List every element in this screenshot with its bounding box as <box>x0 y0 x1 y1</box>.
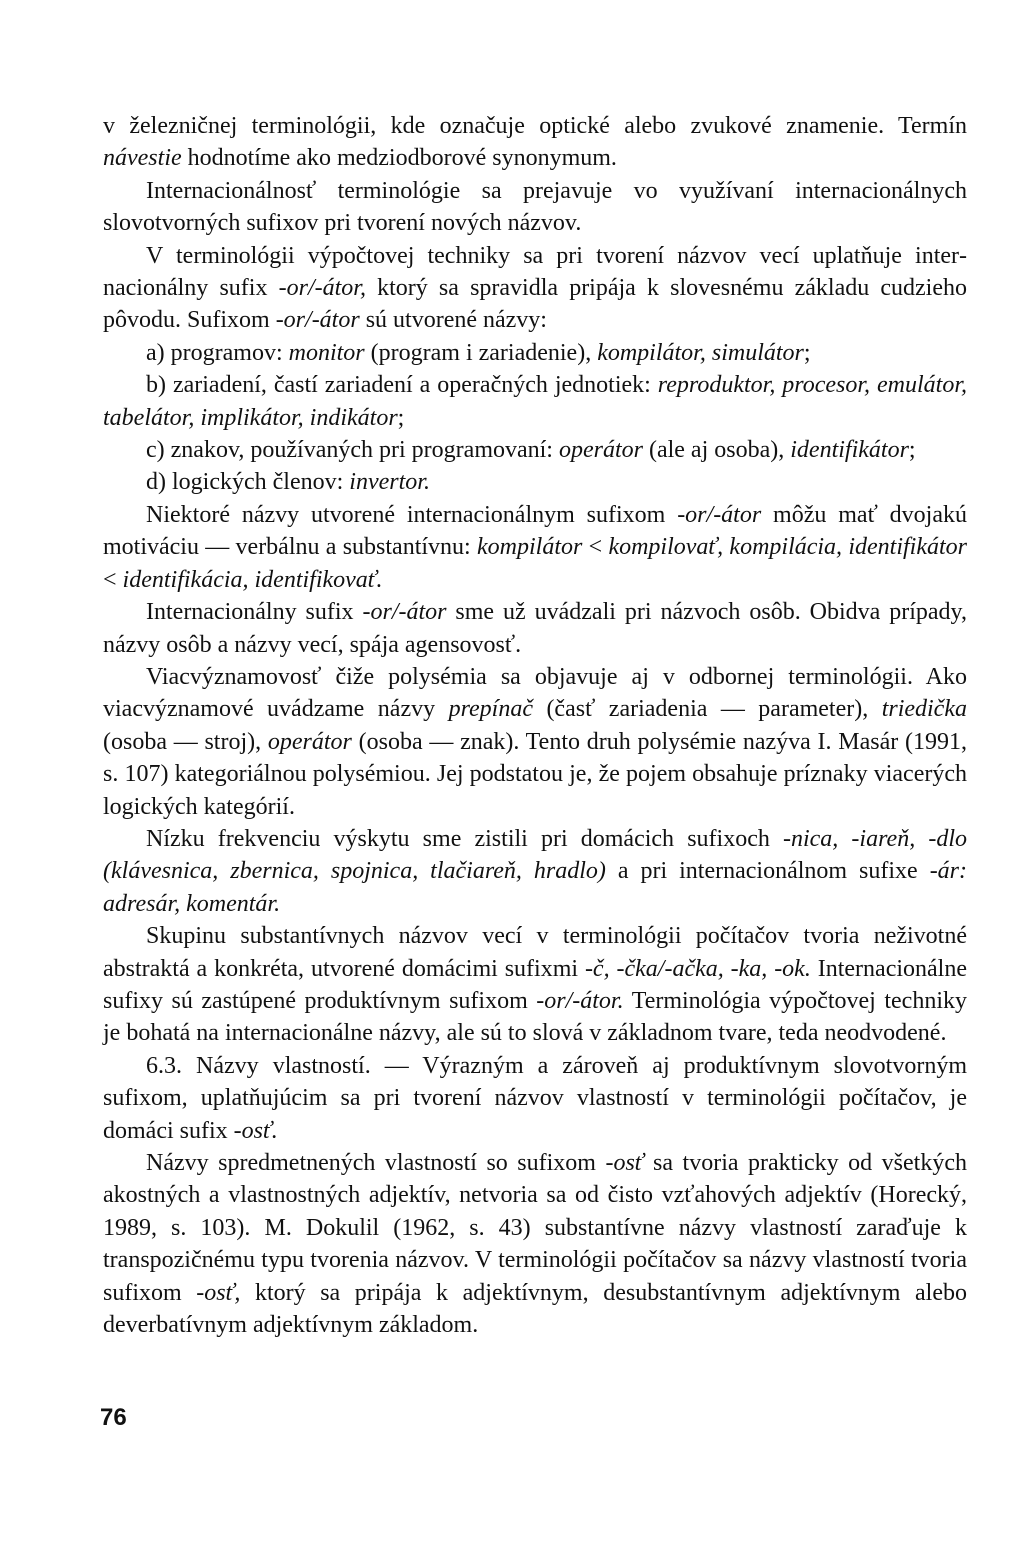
text-run: Nízku frekvenciu výskytu sme zistili pri domácich sufixoch <box>146 825 783 852</box>
italic-term: operátor <box>267 728 352 755</box>
paragraph <box>103 175 967 240</box>
list-item <box>103 466 967 498</box>
italic-term: identifikácia, identifikovať. <box>122 566 383 593</box>
page-number: 76 <box>100 1404 127 1431</box>
italic-term: prepínač <box>448 696 533 723</box>
text-run: (osoba — znak). Tento druh polysémie nazýva I. Masár (1991, s. 107) kategoriálnou polysémiou. Jej podstatou je, že pojem obsahuje príznaky viacerých logických kategórií. <box>103 728 967 820</box>
paragraph <box>103 499 967 596</box>
text-run: < <box>103 566 123 593</box>
text-run: v železničnej terminológii, kde označuje optické alebo zvukové znamenie. Termín <box>103 113 967 139</box>
italic-term: reproduktor, procesor, emulátor, tabelátor, implikátor, indikátor <box>103 372 967 431</box>
text-run: Internacionálnosť terminológie sa prejavuje vo využívaní internacionálnych slovotvorných sufixov pri tvorení nových názvov. <box>103 177 967 237</box>
paragraph <box>103 823 967 920</box>
text-run: Niektoré názvy utvorené internacionálnym sufixom <box>146 501 678 528</box>
text-run: Názvy spredmetnených vlastností so sufixom <box>146 1150 606 1176</box>
text-run: ; <box>908 437 916 464</box>
italic-term: -osť. <box>233 1117 278 1144</box>
italic-term: operátor <box>558 437 643 464</box>
text-run: (osoba — stroj), <box>103 728 268 755</box>
text-run: môžu mať dvojakú motiváciu — verbálnu a substantívnu: <box>103 501 968 561</box>
paragraph <box>103 596 967 661</box>
list-item <box>103 369 967 434</box>
text-run: V terminológii výpočtovej techniky sa pri tvorení názvov vecí uplatňuje internacionálny sufix <box>103 242 967 302</box>
italic-term: -or/-átor, <box>278 275 366 302</box>
section-paragraph <box>103 1050 967 1147</box>
italic-term: kompilátor <box>477 534 583 561</box>
text-run: (časť zariadenia — parameter), <box>532 696 882 723</box>
text-run: ; <box>803 339 811 366</box>
italic-term: -osť <box>605 1150 644 1176</box>
paragraph <box>103 110 967 175</box>
text-run: (program i zariadenie), <box>364 339 598 366</box>
text-run: Internacionálne sufixy sú zastúpené produktívnym sufixom <box>103 955 967 1014</box>
text-run: b) zariadení, častí zariadení a operačných jednotiek: <box>146 372 658 399</box>
text-run: sme už uvádzali pri názvoch osôb. Obidva prípady, názvy osôb a názvy vecí, spája agensovosť. <box>103 599 967 658</box>
page-body <box>103 110 967 1341</box>
text-run: d) logických členov: <box>146 469 350 496</box>
list-item <box>103 337 967 369</box>
italic-term: monitor <box>288 339 365 366</box>
text-run: ktorý sa pripája k adjektívnym, desubstantívnym adjektívnym alebo deverbatívnym adjektívnym základom. <box>103 1279 968 1339</box>
text-run: Viacvýznamovosť čiže polysémia sa objavuje aj v odbornej terminológii. Ako viacvýznamové uvádzame názvy <box>103 663 967 723</box>
text-run: Internacionálny sufix <box>146 599 363 626</box>
text-run: ktorý sa spravidla pripája k slovesnému základu cudzieho pôvodu. Sufixom <box>103 275 968 334</box>
italic-term: triedička <box>881 696 967 723</box>
list-item <box>103 434 967 466</box>
paragraph <box>103 240 967 337</box>
italic-term: invertor. <box>349 469 430 496</box>
text-run: 6.3. Názvy vlastností. — Výrazným a zároveň aj produktívnym slovotvorným sufixom, uplatňujúcim sa pri tvorení názvov vlastností v terminológii počítačov, je domáci sufix <box>103 1052 967 1144</box>
italic-term: -nica, -iareň, -dlo (klávesnica, zbernica, spojnica, tlačiareň, hradlo) <box>103 825 967 885</box>
text-run: sú utvorené názvy: <box>359 307 547 334</box>
text-run: a pri internacionálnom sufixe <box>605 858 930 885</box>
italic-term: -or/-átor <box>275 307 360 334</box>
paragraph <box>103 661 967 823</box>
text-run: ; <box>397 404 405 431</box>
italic-term: -osť, <box>196 1279 241 1306</box>
text-run: a) programov: <box>146 339 289 366</box>
text-run: < <box>582 534 609 561</box>
italic-term: -č, -čka/-ačka, -ka, -ok. <box>584 955 811 982</box>
italic-term: návestie <box>103 145 182 172</box>
text-run: Terminológia výpočtovej techniky je bohatá na internacionálne názvy, ale sú to slová v základnom tvare, teda neodvodené. <box>103 987 967 1047</box>
italic-term: -or/-átor <box>362 599 447 626</box>
italic-term: kompilovať, kompilácia, identifikátor <box>608 534 967 561</box>
italic-term: identifikátor <box>790 437 909 464</box>
italic-term: kompilátor, simulátor <box>597 339 804 366</box>
text-run: (ale aj osoba), <box>642 437 791 464</box>
paragraph <box>103 920 967 1050</box>
paragraph <box>103 1147 967 1341</box>
text-run: c) znakov, používaných pri programovaní: <box>146 437 559 464</box>
italic-term: -or/-átor. <box>536 987 624 1014</box>
italic-term: -ár: adresár, komentár. <box>103 858 968 917</box>
italic-term: -or/-átor <box>677 501 762 528</box>
text-run: sa tvoria prakticky od všetkých akostných a vlastnostných adjektív, netvoria sa od čisto vzťahových adjektív (Horecký, 1989, s. 103). M. Dokulil (1962, s. 43) substantívne názvy vlastností zaraďuje k transpozičnému typu tvorenia názvov. V terminológii počítačov sa názvy vlastností tvoria sufixom <box>103 1150 967 1306</box>
text-run: hodnotíme ako medziodborové synonymum. <box>181 145 617 172</box>
text-run: Skupinu substantívnych názvov vecí v terminológii počítačov tvoria neživotné abstraktá a konkréta, utvorené domácimi sufixmi <box>103 923 967 982</box>
